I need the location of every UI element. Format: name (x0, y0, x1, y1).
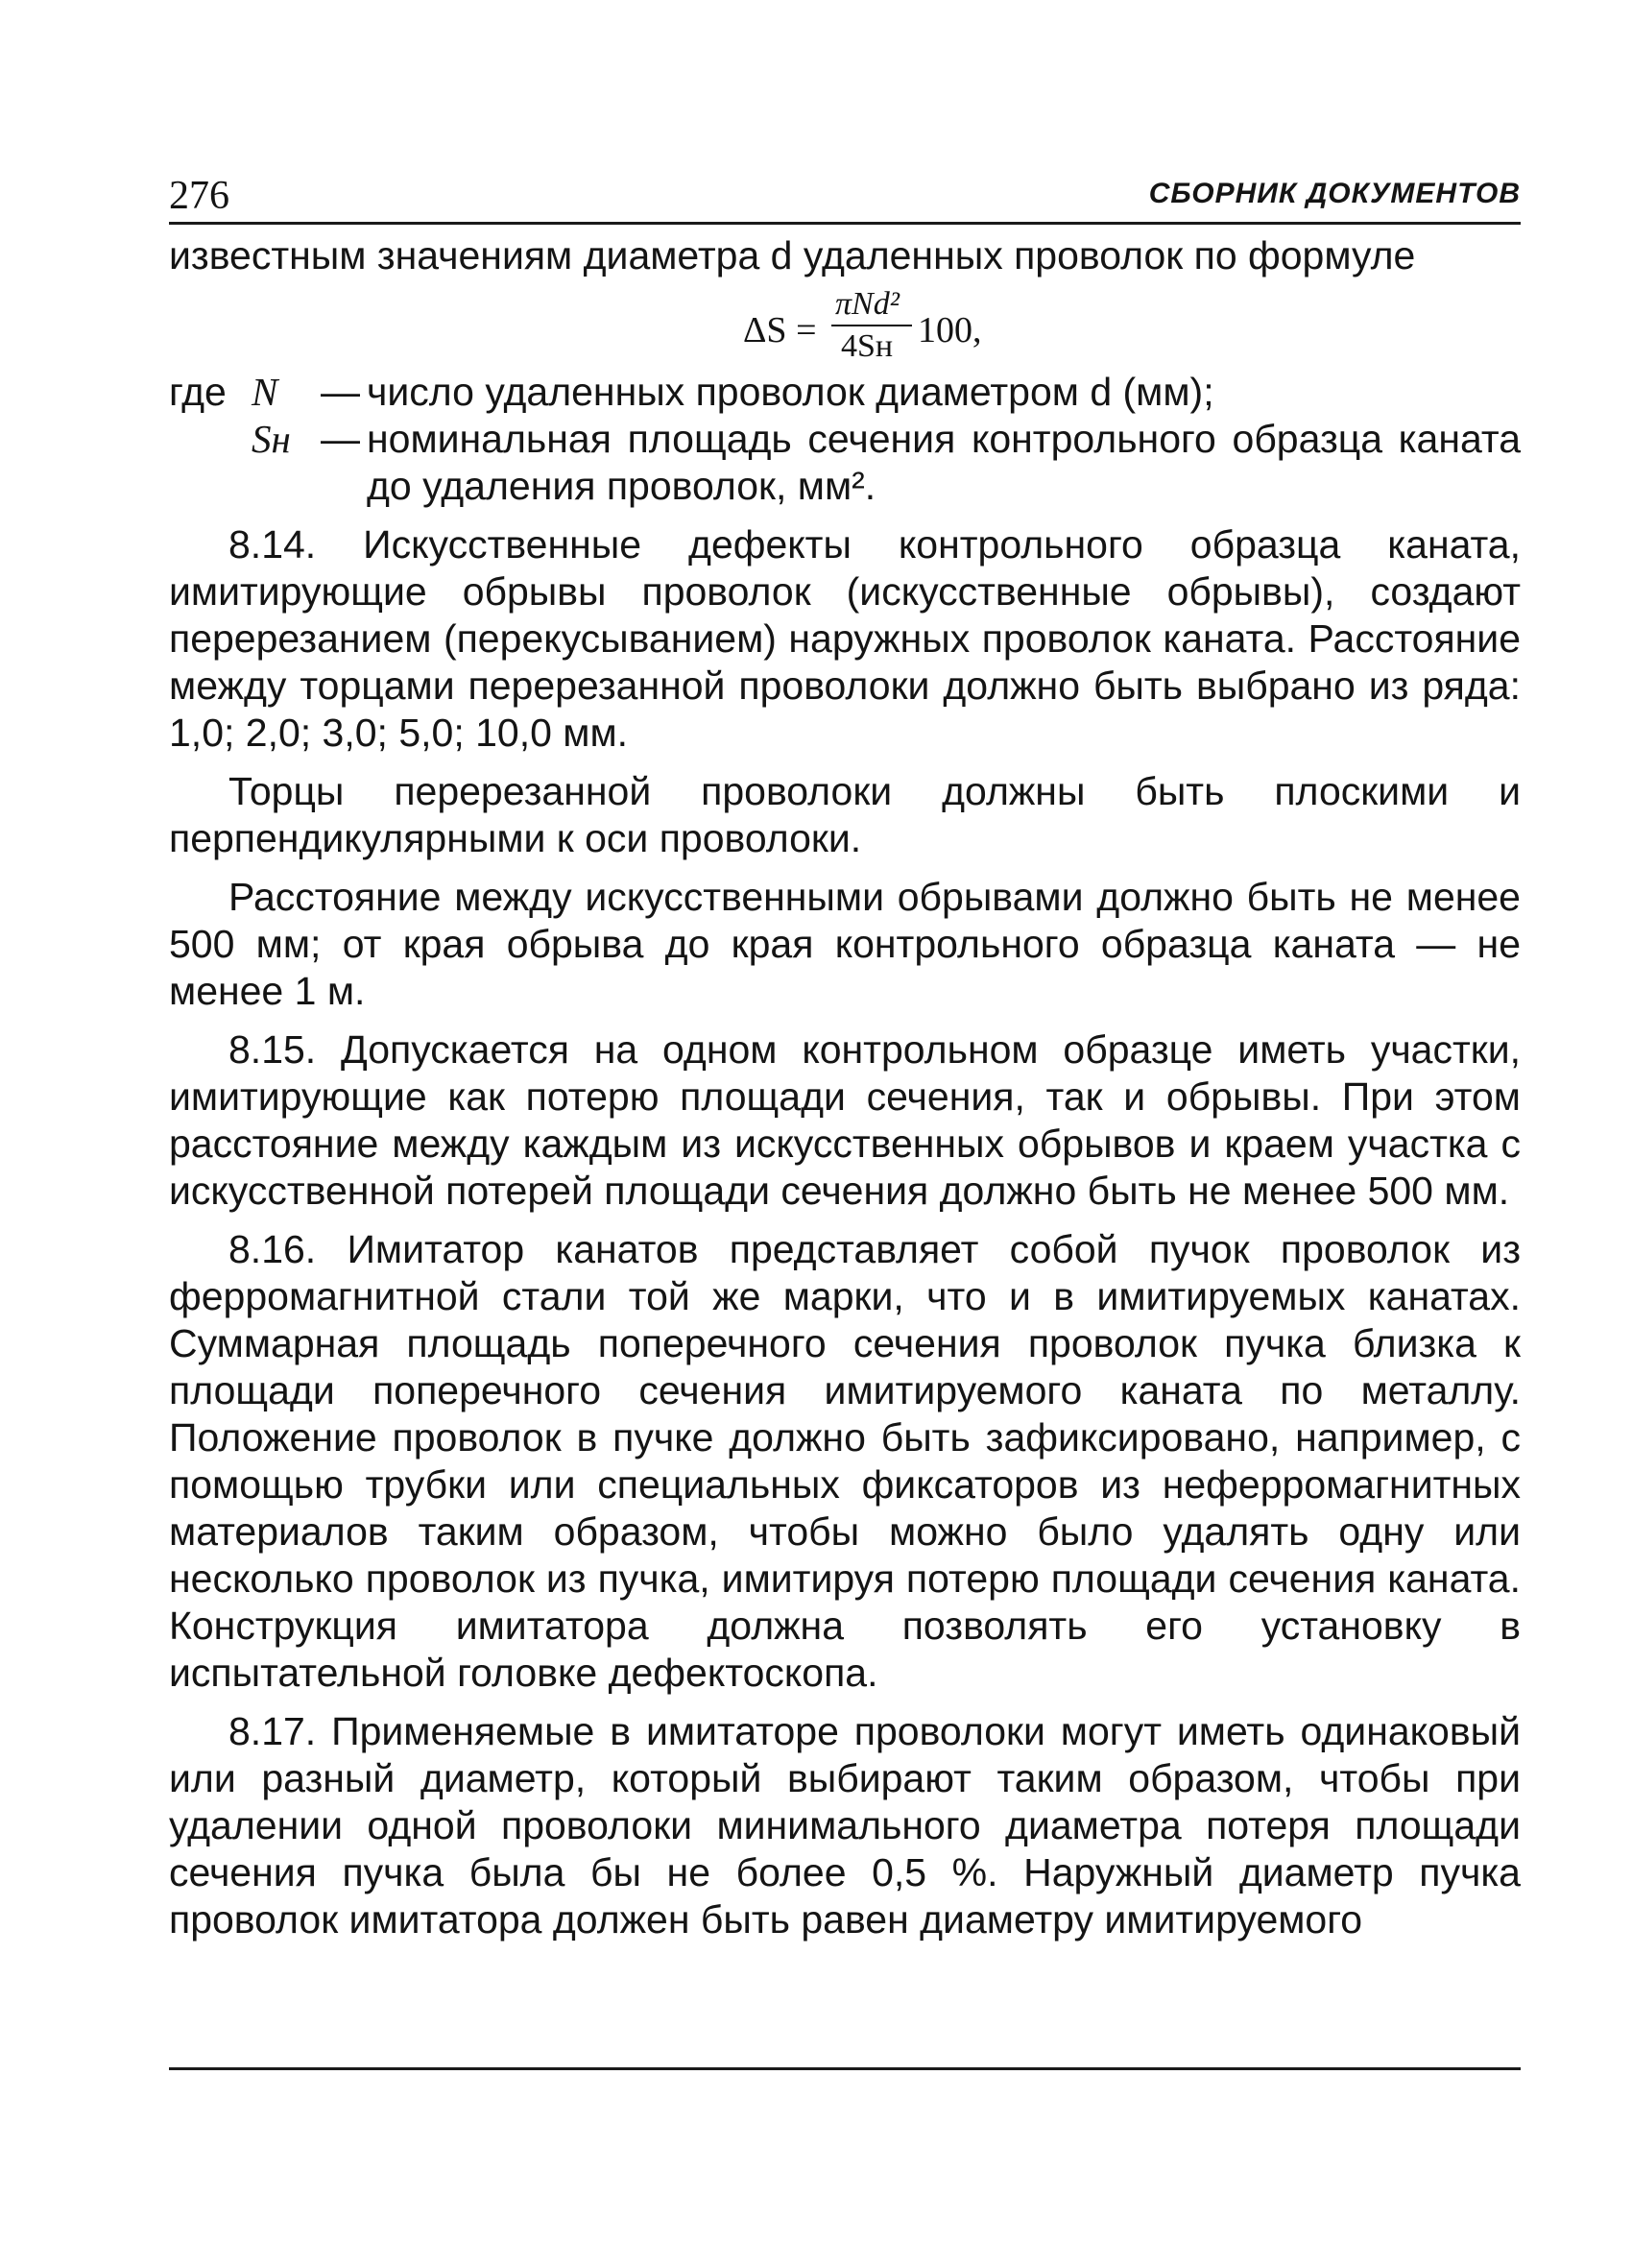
definition-lead (169, 416, 252, 510)
fraction-bar (831, 325, 912, 326)
definition-text: число удаленных проволок диаметром d (мм); (367, 370, 1214, 414)
formula (743, 286, 1050, 365)
definition-lead: где (169, 370, 227, 414)
paragraph-break-distance: Расстояние между искусственными обрывами должно быть не менее 500 мм; от края обрыва до края контрольного образца каната — не менее 1 м. (169, 875, 1521, 1013)
definition-symbol: Sн (252, 417, 291, 461)
definition-dash: — (321, 370, 360, 414)
paragraph-8-14: 8.14. Искусственные дефекты контрольного образца каната, имитирующие обрывы проволок (искусственные обрывы), создают перерезанием (перекусыванием) наружных проволок каната. Расстояние между торцами перерезанной проволоки должно быть выбрано из ряда: 1,0; 2,0; 3,0; 5,0; 10,0 мм. (169, 522, 1521, 755)
formula-denominator: 4Sн (841, 328, 894, 364)
definition-row-n (169, 369, 1521, 416)
running-head: СБОРНИК ДОКУМЕНТОВ (1148, 178, 1521, 209)
definition-symbol: N (252, 370, 278, 414)
page-header (169, 168, 1521, 225)
paragraph-8-17: 8.17. Применяемые в имитаторе проволоки могут иметь одинаковый или разный диаметр, который выбирают таким образом, чтобы при удалении одной проволоки минимального диаметра потеря площади сечения пучка была бы не более 0,5 %. Наружный диаметр пучка проволок имитатора должен быть равен диаметру имитируемого (169, 1709, 1521, 1942)
formula-lhs: ΔS = (743, 310, 817, 350)
paragraph-8-15: 8.15. Допускается на одном контрольном образце иметь участки, имитирующие как потерю площади сечения, так и обрывы. При этом расстояние между каждым из искусственных обрывов и краем участка с искусственной потерей площади сечения должно быть не менее 500 мм. (169, 1027, 1521, 1213)
definition-text: номинальная площадь сечения контрольного образца каната до удаления проволок, мм². (367, 417, 1521, 508)
paragraph-wire-ends: Торцы перерезанной проволоки должны быть плоскими и перпендикулярными к оси проволоки. (169, 769, 1521, 860)
document-page (169, 168, 1521, 1943)
definition-dash: — (321, 417, 360, 461)
paragraph-8-16: 8.16. Имитатор канатов представляет собой пучок проволок из ферромагнитной стали той же марки, что и в имитируемых канатах. Суммарная площадь поперечного сечения проволок пучка близка к площади поперечного сечения имитируемого каната по металлу. Положение проволок в пучке должно быть зафиксировано, например, с помощью трубки или специальных фиксаторов из неферромагнитных материалов таким образом, чтобы можно было удалять одну или несколько проволок из пучка, имитируя потерю площади сечения каната. Конструкция имитатора должна позволять его установку в испытательной головке дефектоскопа. (169, 1227, 1521, 1695)
footer-rule (169, 2067, 1521, 2070)
definition-row-sn (169, 416, 1521, 510)
formula-rhs: 100, (918, 310, 982, 350)
formula-numerator: πNd² (835, 286, 900, 322)
page-number: 276 (169, 174, 229, 218)
intro-line: известным значениям диаметра d удаленных проволок по формуле (169, 233, 1416, 277)
